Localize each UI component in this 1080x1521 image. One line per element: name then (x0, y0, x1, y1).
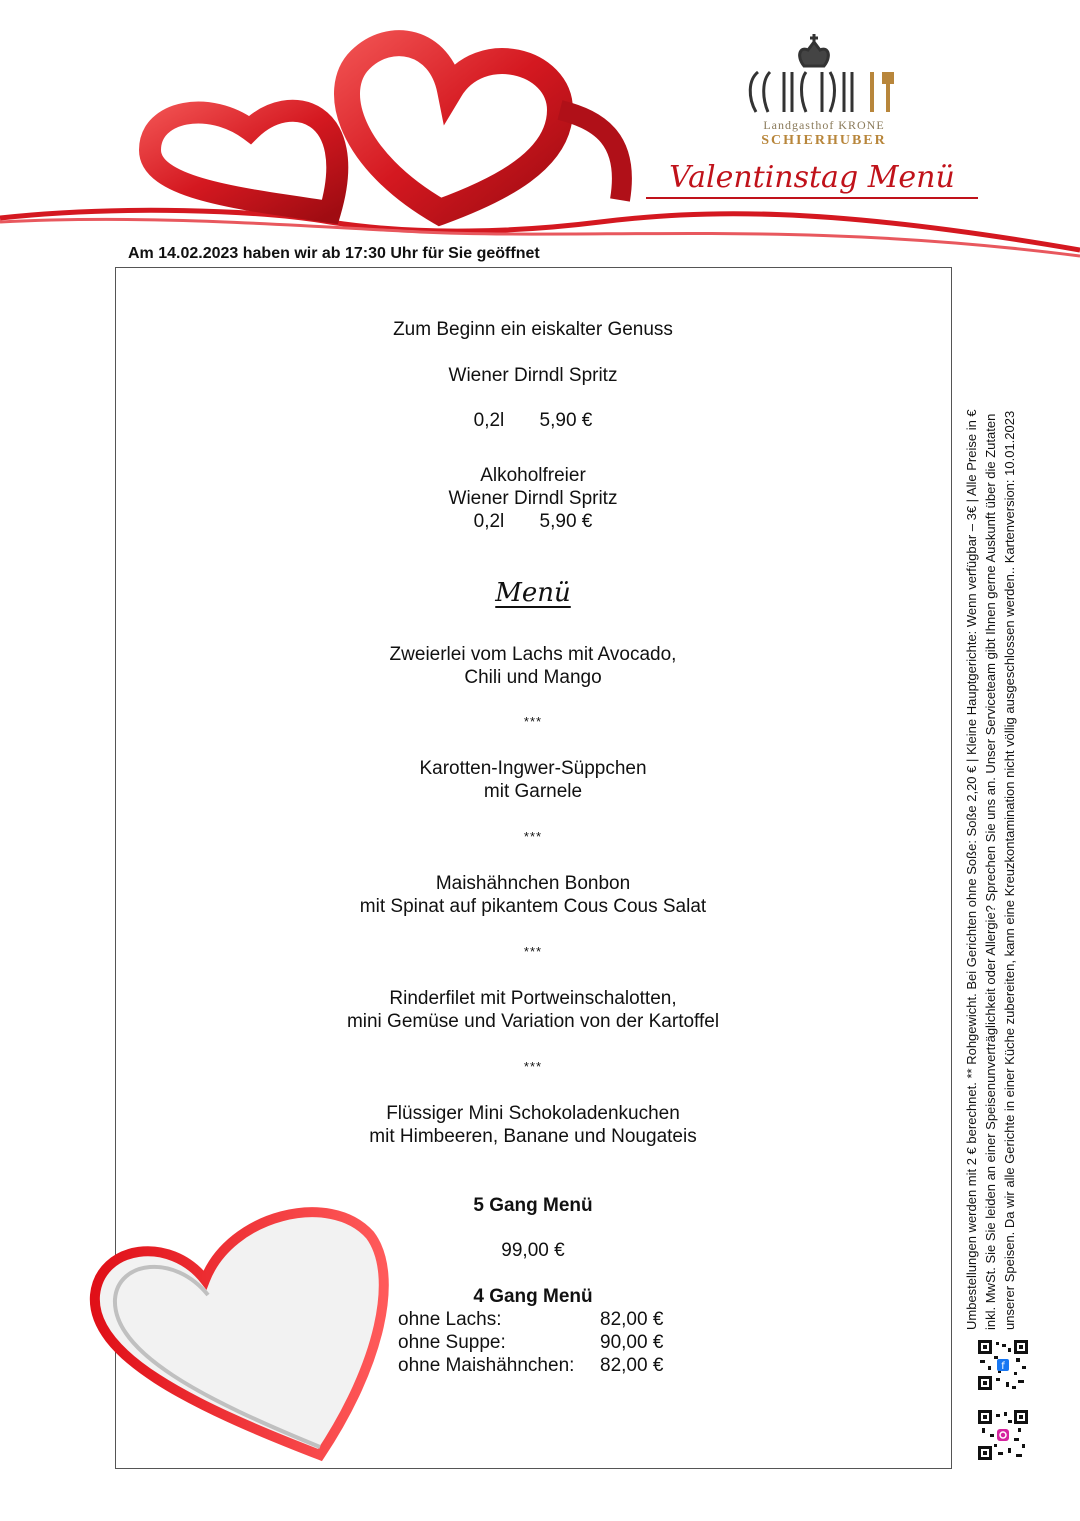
logo-name: SCHIERHUBER (761, 133, 887, 148)
course-separator: *** (523, 829, 543, 844)
four-course-variants (398, 1308, 670, 1377)
five-course-label: 5 Gang Menü (473, 1195, 593, 1216)
variant-price: 82,00 € (600, 1355, 664, 1376)
drink-size: 0,2l (473, 410, 505, 431)
drink-size: 0,2l (473, 511, 505, 532)
page-title: Valentinstag Menü (646, 160, 978, 199)
logo-subtitle: Landgasthof KRONE (763, 118, 885, 132)
variant-label: ohne Lachs: (398, 1309, 502, 1330)
four-course-label: 4 Gang Menü (473, 1286, 593, 1307)
variant-label: ohne Suppe: (398, 1332, 506, 1353)
heart-decoration (70, 1185, 400, 1465)
instagram-qr-code[interactable] (978, 1410, 1028, 1460)
drink-name-line2: Wiener Dirndl Spritz (448, 488, 618, 509)
facebook-qr-code[interactable] (978, 1340, 1028, 1390)
course-line: Maishähnchen Bonbon (435, 873, 631, 894)
course-line: mit Himbeeren, Banane und Nougateis (369, 1126, 697, 1147)
opening-hours-note: Am 14.02.2023 haben wir ab 17:30 Uhr für Sie geöffnet (128, 245, 540, 262)
drink-price: 5,90 € (539, 511, 593, 532)
drink-price-row (230, 510, 836, 533)
variant-price: 82,00 € (600, 1309, 664, 1330)
drink-price-row (230, 409, 836, 432)
crown-cutlery-icon (744, 28, 904, 116)
course-line: mit Spinat auf pikantem Cous Cous Salat (359, 896, 707, 917)
side-footnote (962, 280, 1019, 1330)
variant-row (398, 1308, 670, 1331)
footnote-line: Umbestellungen werden mit 2 € berechnet. ** Rohgewicht. Bei Gerichten ohne Soße: Soße 2,20 € | Kleine Hauptgerichte: Wenn verfügbar – 3€ | Alle Preise in € (964, 409, 979, 1330)
ribbon-hearts-decoration (0, 0, 1080, 270)
variant-price: 90,00 € (600, 1332, 664, 1353)
course-line: mini Gemüse und Variation von der Kartoffel (346, 1011, 720, 1032)
course-line: mit Garnele (483, 781, 583, 802)
instagram-icon (997, 1429, 1009, 1441)
course-line: Karotten-Ingwer-Süppchen (419, 758, 647, 779)
five-course-price: 99,00 € (501, 1240, 565, 1261)
menu-section-title: Menü (495, 578, 571, 608)
aperitif-intro: Zum Beginn ein eiskalter Genuss (393, 319, 673, 340)
svg-text:f: f (1001, 1361, 1005, 1372)
footnote-line: inkl. MwSt. Sie Sie leiden an einer Speisenunverträglichkeit oder Allergie? Sprechen Sie uns an. Unser Serviceteam gibt Ihnen gerne Auskunft über die Zutaten (983, 413, 998, 1330)
variant-row (398, 1331, 670, 1354)
variant-label: ohne Maishähnchen: (398, 1355, 575, 1376)
course-line: Flüssiger Mini Schokoladenkuchen (386, 1103, 680, 1124)
course-line: Zweierlei vom Lachs mit Avocado, (389, 644, 677, 665)
drink-price: 5,90 € (539, 410, 593, 431)
footnote-line: unserer Speisen. Da wir alle Gerichte in einer Küche zubereiten, kann eine Kreuzkontamination nicht völlig ausgeschlossen werden.. Kartenversion: 10.01.2023 (1002, 410, 1017, 1330)
drink-name: Wiener Dirndl Spritz (448, 365, 618, 386)
course-separator: *** (523, 1059, 543, 1074)
course-line: Rinderfilet mit Portweinschalotten, (389, 988, 677, 1009)
restaurant-logo (744, 28, 904, 148)
variant-row (398, 1354, 670, 1377)
course-separator: *** (523, 944, 543, 959)
course-separator: *** (523, 714, 543, 729)
course-line: Chili und Mango (464, 667, 602, 688)
drink-name-line1: Alkoholfreier (480, 465, 586, 486)
